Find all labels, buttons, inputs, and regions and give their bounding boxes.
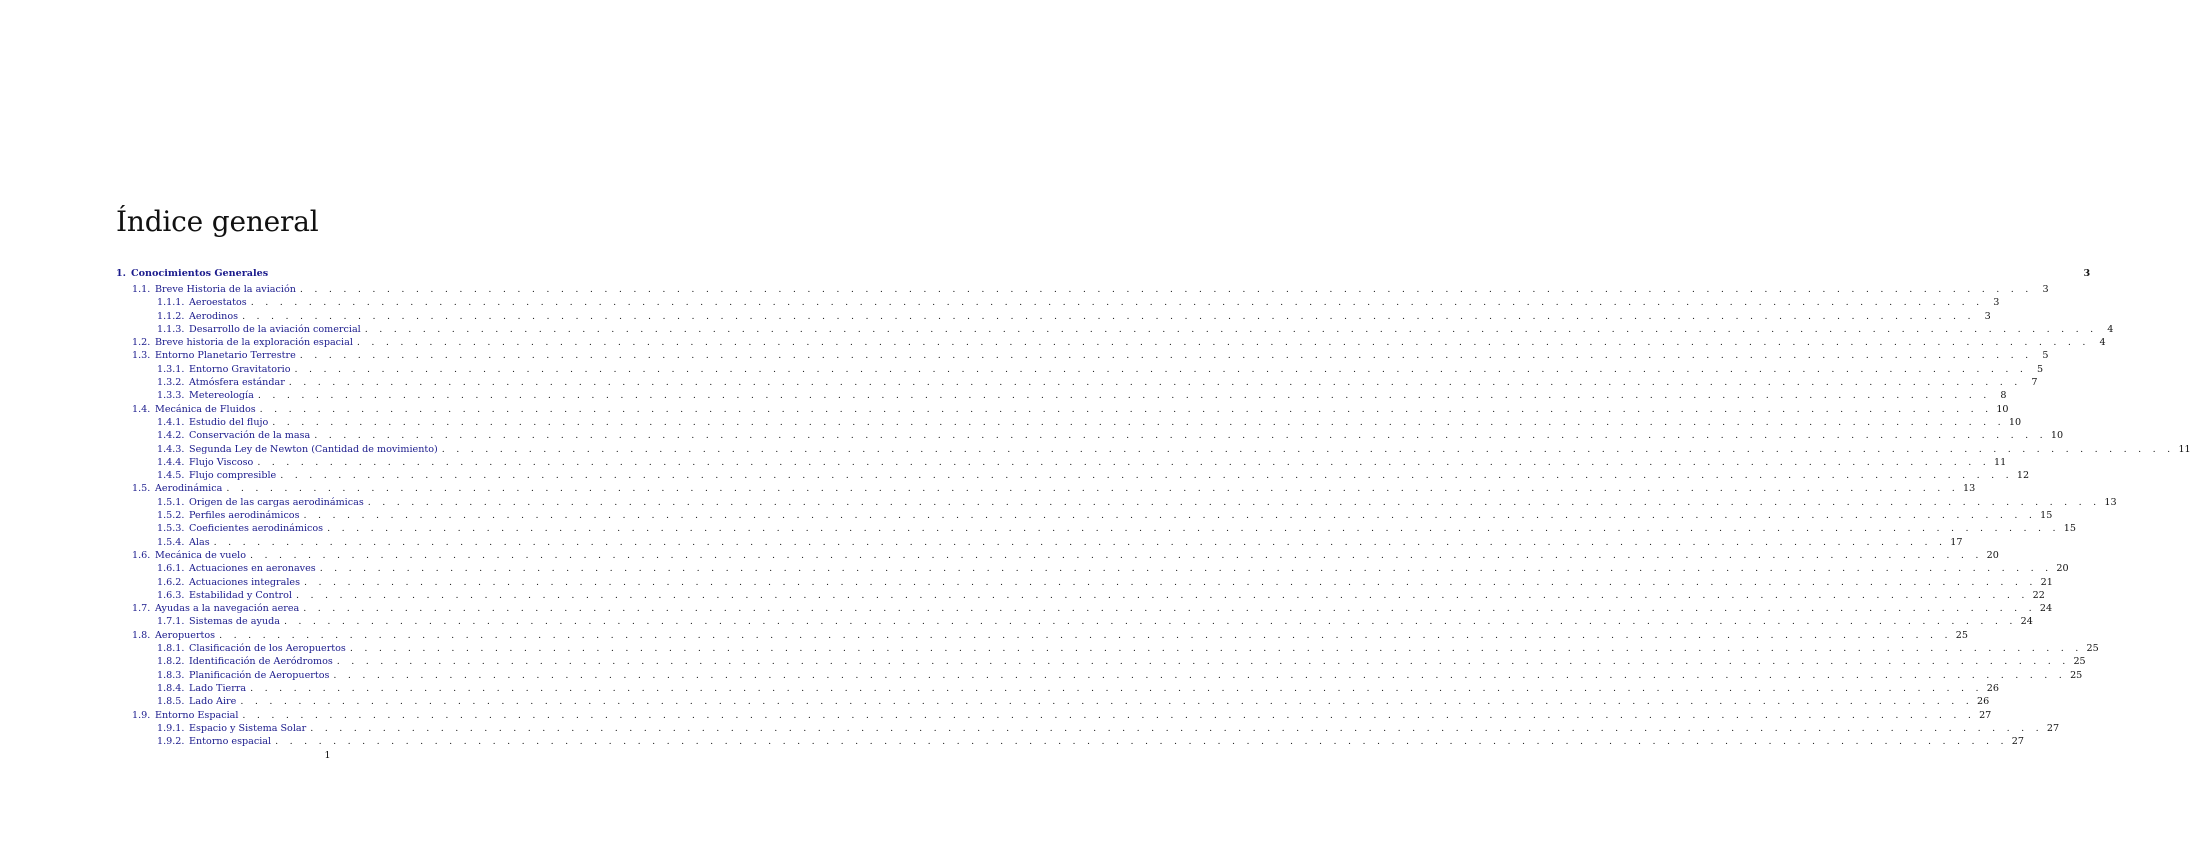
toc-dot-leader: . . . . . . . . . . . . . . . . . . . . . . . . . . . . . . . . . . . . . . . . . . . . . . . . . . . . . . . . . . . . . . . . . . . . . . . . . . . . . . . . . . . . . . . . . . . . . . . . . . . . . . . . . . . . . . . . . . . . . . . . — [283, 616, 2017, 628]
toc-subsection-entry[interactable] — [116, 682, 1999, 695]
toc-entry-title[interactable]: Ayudas a la navegación aerea — [155, 603, 300, 615]
toc-dot-leader: . . . . . . . . . . . . . . . . . . . . . . . . . . . . . . . . . . . . . . . . . . . . . . . . . . . . . . . . . . . . . . . . . . . . . . . . . . . . . . . . . . . . . . . . . . . . . . . . . . . . . . . . . . . . . . . . . . . . . . . . — [257, 390, 1991, 402]
toc-entry-page: 27 — [2011, 736, 2024, 748]
toc-subsection-entry[interactable] — [116, 509, 2053, 522]
toc-entry-number[interactable]: 1.1.2. — [157, 310, 185, 322]
toc-dot-leader: . . . . . . . . . . . . . . . . . . . . . . . . . . . . . . . . . . . . . . . . . . . . . . . . . . . . . . . . . . . . . . . . . . . . . . . . . . . . . . . . . . . . . . . . . . . . . . . . . . . . . . . . . . . . . . . . . . . . . . . . — [259, 403, 1993, 415]
toc-section-entry[interactable] — [116, 403, 2009, 416]
toc-entry-number[interactable]: 1.3. — [132, 350, 151, 362]
toc-entry-title[interactable]: Flujo Viscoso — [189, 456, 254, 468]
toc-subsection-entry[interactable] — [116, 655, 2086, 668]
toc-entry-page: 17 — [1950, 536, 1963, 548]
toc-entry-page: 4 — [2107, 323, 2114, 335]
toc-entry-number[interactable]: 1.5. — [132, 483, 151, 495]
toc-dot-leader: . . . . . . . . . . . . . . . . . . . . . . . . . . . . . . . . . . . . . . . . . . . . . . . . . . . . . . . . . . . . . . . . . . . . . . . . . . . . . . . . . . . . . . . . . . . . . . . . . . . . . . . . . . . . . . . . . . . . . . . . — [364, 323, 2098, 335]
toc-entry-number[interactable]: 1.5.4. — [157, 536, 185, 548]
toc-entry-number[interactable]: 1.6.1. — [157, 563, 185, 575]
toc-entry-page: 20 — [2056, 563, 2069, 575]
toc-entry-number[interactable]: 1.8.4. — [157, 682, 185, 694]
toc-entry-title[interactable]: Breve historia de la exploración espacial — [155, 337, 353, 349]
toc-entry-title[interactable]: Lado Tierra — [189, 682, 247, 694]
toc-subsection-entry[interactable] — [116, 456, 2007, 469]
toc-dot-leader: . . . . . . . . . . . . . . . . . . . . . . . . . . . . . . . . . . . . . . . . . . . . . . . . . . . . . . . . . . . . . . . . . . . . . . . . . . . . . . . . . . . . . . . . . . . . . . . . . . . . . . . . . . . . . . . . . . . . . . . . — [242, 709, 1976, 721]
toc-dot-leader: . . . . . . . . . . . . . . . . . . . . . . . . . . . . . . . . . . . . . . . . . . . . . . . . . . . . . . . . . . . . . . . . . . . . . . . . . . . . . . . . . . . . . . . . . . . . . . . . . . . . . . . . . . . . . . . . . . . . . . . . — [249, 549, 1983, 561]
toc-dot-leader: . . . . . . . . . . . . . . . . . . . . . . . . . . . . . . . . . . . . . . . . . . . . . . . . . . . . . . . . . . . . . . . . . . . . . . . . . . . . . . . . . . . . . . . . . . . . . . . . . . . . . . . . . . . . . . . . . . . . . . . . — [257, 456, 1990, 468]
toc-entry-title[interactable]: Desarrollo de la aviación comercial — [189, 323, 361, 335]
toc-dot-leader: . . . . . . . . . . . . . . . . . . . . . . . . . . . . . . . . . . . . . . . . . . . . . . . . . . . . . . . . . . . . . . . . . . . . . . . . . . . . . . . . . . . . . . . . . . . . . . . . . . . . . . . . . . . . . . . . . . . . . . . . — [295, 589, 2029, 601]
toc-dot-leader: . . . . . . . . . . . . . . . . . . . . . . . . . . . . . . . . . . . . . . . . . . . . . . . . . . . . . . . . . . . . . . . . . . . . . . . . . . . . . . . . . . . . . . . . . . . . . . . . . . . . . . . . . . . . . . . . . . . . . . . . — [240, 696, 1973, 708]
toc-entry-number[interactable]: 1.4. — [132, 403, 151, 415]
toc-entry-page: 26 — [1976, 696, 1990, 708]
toc-dot-leader: . . . . . . . . . . . . . . . . . . . . . . . . . . . . . . . . . . . . . . . . . . . . . . . . . . . . . . . . . . . . . . . . . . . . . . . . . . . . . . . . . . . . . . . . . . . . . . . . . . . . . . . . . . . . . . . . . . . . . . . . — [288, 377, 2022, 389]
toc-subsection-entry[interactable] — [116, 363, 2044, 376]
toc-dot-leader: . . . . . . . . . . . . . . . . . . . . . . . . . . . . . . . . . . . . . . . . . . . . . . . . . . . . . . . . . . . . . . . . . . . . . . . . . . . . . . . . . . . . . . . . . . . . . . . . . . . . . . . . . . . . . . . . . . . . . . . . — [304, 576, 2037, 588]
toc-dot-leader: . . . . . . . . . . . . . . . . . . . . . . . . . . . . . . . . . . . . . . . . . . . . . . . . . . . . . . . . . . . . . . . . . . . . . . . . . . . . . . . . . . . . . . . . . . . . . . . . . . . . . . . . . . . . . . . . . . . . . . . . — [250, 297, 1984, 309]
toc-entry-page: 11 — [2178, 443, 2191, 455]
toc-entry-title[interactable]: Mecánica de vuelo — [155, 549, 246, 561]
toc-subsection-entry[interactable] — [116, 576, 2053, 589]
toc-dot-leader: . . . . . . . . . . . . . . . . . . . . . . . . . . . . . . . . . . . . . . . . . . . . . . . . . . . . . . . . . . . . . . . . . . . . . . . . . . . . . . . . . . . . . . . . . . . . . . . . . . . . . . . . . . . . . . . . . . . . . . . . — [299, 284, 2033, 295]
toc-entry-title[interactable]: Flujo compresible — [189, 470, 277, 482]
toc-subsection-entry[interactable] — [116, 735, 2024, 748]
toc-entry-number[interactable]: 1.1.3. — [157, 323, 185, 335]
toc-chapter-entry[interactable] — [116, 267, 2091, 282]
toc-entry-page: 15 — [2063, 523, 2076, 535]
toc-entry-number[interactable]: 1.4.3. — [157, 443, 185, 455]
toc-entry-number[interactable]: 1.8. — [132, 629, 151, 641]
toc-entry-page: 7 — [2031, 377, 2038, 389]
toc-entry-number[interactable]: 1.7. — [132, 603, 151, 615]
toc-dot-leader: . . . . . . . . . . . . . . . . . . . . . . . . . . . . . . . . . . . . . . . . . . . . . . . . . . . . . . . . . . . . . . . . . . . . . . . . . . . . . . . . . . . . . . . . . . . . . . . . . . . . . . . . . . . . . . . . . . . . . . . . — [336, 656, 2070, 668]
toc-entry-title[interactable]: Origen de las cargas aerodinámicas — [189, 496, 364, 508]
toc-entry-page: 3 — [2083, 268, 2091, 279]
toc-entry-page: 20 — [1986, 549, 1999, 561]
toc-subsection-entry[interactable] — [116, 296, 2000, 309]
toc-dot-leader: . . . . . . . . . . . . . . . . . . . . . . . . . . . . . . . . . . . . . . . . . . . . . . . . . . . . . . . . . . . . . . . . . . . . . . . . . . . . . . . . . . . . . . . . . . . . . . . . . . . . . . . . . . . . . . . . . . . . . . . . — [275, 736, 2008, 748]
toc-entry-page: 10 — [2008, 416, 2022, 428]
toc-entry-page: 25 — [2070, 669, 2083, 681]
toc-entry-page: 3 — [2042, 284, 2049, 295]
toc-entry-number[interactable]: 1.6.2. — [157, 576, 185, 588]
toc-entry-page: 10 — [1996, 403, 2009, 415]
toc-subsection-entry[interactable] — [116, 310, 1991, 323]
toc-subsection-entry[interactable] — [116, 562, 2069, 575]
toc-entry-title[interactable]: Coeficientes aerodinámicos — [189, 523, 324, 535]
toc-entry-title[interactable]: Perfiles aerodinámicos — [189, 510, 300, 522]
toc-section-entry[interactable] — [116, 602, 2053, 615]
toc-entry-number[interactable]: 1.4.1. — [157, 416, 185, 428]
toc-entry-page: 24 — [2020, 616, 2033, 628]
toc-subsection-entry[interactable] — [116, 536, 1963, 549]
toc-entry-title[interactable]: Entorno Planetario Terrestre — [155, 350, 296, 362]
toc-entry-number[interactable]: 1.4.4. — [157, 456, 185, 468]
toc-entry-title[interactable]: Identificación de Aeródromos — [189, 656, 333, 668]
toc-entry-title[interactable]: Conservación de la masa — [189, 430, 311, 442]
toc-section-entry[interactable] — [116, 709, 1992, 722]
toc-section-entry[interactable] — [116, 549, 1999, 562]
toc-entry-page: 15 — [2040, 510, 2053, 522]
toc-entry-page: 10 — [2050, 430, 2064, 442]
toc-subsection-entry[interactable] — [116, 389, 2007, 402]
toc-dot-leader: . . . . . . . . . . . . . . . . . . . . . . . . . . . . . . . . . . . . . . . . . . . . . . . . . . . . . . . . . . . . . . . . . . . . . . . . . . . . . . . . . . . . . . . . . . . . . . . . . . . . . . . . . . . . . . . . . . . . . . . . — [226, 483, 1959, 495]
toc-dot-leader: . . . . . . . . . . . . . . . . . . . . . . . . . . . . . . . . . . . . . . . . . . . . . . . . . . . . . . . . . . . . . . . . . . . . . . . . . . . . . . . . . . . . . . . . . . . . . . . . . . . . . . . . . . . . . . . . . . . . . . . . — [299, 350, 2033, 362]
toc-entry-number[interactable]: 1.5.3. — [157, 523, 185, 535]
toc-subsection-entry[interactable] — [116, 323, 2114, 336]
toc-entry-title[interactable]: Entorno espacial — [189, 736, 272, 748]
toc-dot-leader: . . . . . . . . . . . . . . . . . . . . . . . . . . . . . . . . . . . . . . . . . . . . . . . . . . . . . . . . . . . . . . . . . . . . . . . . . . . . . . . . . . . . . . . . . . . . . . . . . . . . . . . . . . . . . . . . . . . . . . . . — [356, 337, 2090, 349]
toc-entry-number[interactable]: 1.3.1. — [157, 363, 185, 375]
toc-entry-number[interactable]: 1.4.2. — [157, 430, 185, 442]
toc-entry-page: 5 — [2037, 363, 2044, 375]
toc-subsection-entry[interactable] — [116, 722, 2060, 735]
toc-entry-title[interactable]: Estudio del flujo — [189, 416, 269, 428]
toc-entry-page: 24 — [2039, 603, 2053, 615]
toc-subsection-entry[interactable] — [116, 496, 2117, 509]
toc-entry-number[interactable]: 1.8.1. — [157, 643, 185, 655]
toc-section-entry[interactable] — [116, 629, 1968, 642]
toc-subsection-entry[interactable] — [116, 443, 2191, 456]
toc-dot-leader: . . . . . . . . . . . . . . . . . . . . . . . . . . . . . . . . . . . . . . . . . . . . . . . . . . . . . . . . . . . . . . . . . . . . . . . . . . . . . . . . . . . . . . . . . . . . . . . . . . . . . . . . . . . . . . . . . . . . . . . . — [250, 682, 1983, 694]
toc-section-entry[interactable] — [116, 283, 2049, 296]
toc-entry-title[interactable]: Conocimientos Generales — [131, 268, 269, 279]
toc-entry-title[interactable]: Atmósfera estándar — [189, 377, 285, 389]
toc-entry-page: 4 — [2099, 337, 2106, 349]
toc-entry-number[interactable]: 1.9. — [132, 709, 151, 721]
toc-dot-leader: . . . . . . . . . . . . . . . . . . . . . . . . . . . . . . . . . . . . . . . . . . . . . . . . . . . . . . . . . . . . . . . . . . . . . . . . . . . . . . . . . . . . . . . . . . . . . . . . . . . . . . . . . . . . . . . . . . . . . . . . — [333, 669, 2067, 681]
page-title: Índice general — [116, 204, 319, 238]
toc-section-entry[interactable] — [116, 336, 2106, 349]
toc-dot-leader: . . . . . . . . . . . . . . . . . . . . . . . . . . . . . . . . . . . . . . . . . . . . . . . . . . . . . . . . . . . . . . . . . . . . . . . . . . . . . . . . . . . . . . . . . . . . . . . . . . . . . . . . . . . . . . . . . . . . . . . . — [303, 510, 2037, 522]
toc-entry-number[interactable]: 1.1. — [132, 284, 151, 295]
toc-section-entry[interactable] — [116, 482, 1976, 495]
toc-dot-leader: . . . . . . . . . . . . . . . . . . . . . . . . . . . . . . . . . . . . . . . . . . . . . . . . . . . . . . . . . . . . . . . . . . . . . . . . . . . . . . . . . . . . . . . . . . . . . . . . . . . . . . . . . . . . . . . . . . . . . . . . — [314, 430, 2047, 442]
toc-entry-page: 25 — [2073, 656, 2086, 668]
toc-dot-leader: . . . . . . . . . . . . . . . . . . . . . . . . . . . . . . . . . . . . . . . . . . . . . . . . . . . . . . . . . . . . . . . . . . . . . . . . . . . . . . . . . . . . . . . . . . . . . . . . . . . . . . . . . . . . . . . . . . . . . . . . — [219, 629, 1952, 641]
toc-entry-title[interactable]: Aerodinámica — [155, 483, 223, 495]
toc-entry-page: 27 — [1979, 709, 1992, 721]
toc-subsection-entry[interactable] — [116, 522, 2076, 535]
toc-entry-title[interactable]: Planificación de Aeropuertos — [189, 669, 330, 681]
toc-dot-leader: . . . . . . . . . . . . . . . . . . . . . . . . . . . . . . . . . . . . . . . . . . . . . . . . . . . . . . . . . . . . . . . . . . . . . . . . . . . . . . . . . . . . . . . . . . . . . . . . . . . . . . . . . . . . . . . . . . . . . . . . — [367, 496, 2101, 508]
toc-entry-number[interactable]: 1.3.3. — [157, 390, 185, 402]
toc-entry-page: 11 — [1993, 456, 2007, 468]
toc-entry-page: 21 — [2040, 576, 2053, 588]
toc-dot-leader: . . . . . . . . . . . . . . . . . . . . . . . . . . . . . . . . . . . . . . . . . . . . . . . . . . . . . . . . . . . . . . . . . . . . . . . . . . . . . . . . . . . . . . . . . . . . . . . . . . . . . . . . . . . . . . . . . . . . . . . . — [319, 563, 2053, 575]
toc-entry-page: 3 — [1993, 297, 2000, 309]
toc-entry-title[interactable]: Aeroestatos — [189, 297, 247, 309]
toc-entry-title[interactable]: Mecánica de Fluidos — [155, 403, 256, 415]
toc-entry-title[interactable]: Metereología — [189, 390, 254, 402]
toc-subsection-entry[interactable] — [116, 642, 2099, 655]
toc-entry-title[interactable]: Espacio y Sistema Solar — [189, 722, 307, 734]
toc-entry-number[interactable]: 1.4.5. — [157, 470, 185, 482]
toc-entry-title[interactable]: Entorno Espacial — [155, 709, 239, 721]
toc-subsection-entry[interactable] — [116, 469, 2030, 482]
toc-entry-title[interactable]: Alas — [189, 536, 210, 548]
toc-subsection-entry[interactable] — [116, 615, 2033, 628]
toc-dot-leader: . . . . . . . . . . . . . . . . . . . . . . . . . . . . . . . . . . . . . . . . . . . . . . . . . . . . . . . . . . . . . . . . . . . . . . . . . . . . . . . . . . . . . . . . . . . . . . . . . . . . . . . . . . . . . . . . . . . . . . . . — [213, 536, 1947, 548]
toc-entry-number[interactable]: 1.6.3. — [157, 589, 185, 601]
toc-entry-number[interactable]: 1.5.2. — [157, 510, 185, 522]
toc-dot-leader: . . . . . . . . . . . . . . . . . . . . . . . . . . . . . . . . . . . . . . . . . . . . . . . . . . . . . . . . . . . . . . . . . . . . . . . . . . . . . . . . . . . . . . . . . . . . . . . . . . . . . . . . . . . . . . . . . . . . . . . . — [242, 310, 1975, 322]
toc-dot-leader: . . . . . . . . . . . . . . . . . . . . . . . . . . . . . . . . . . . . . . . . . . . . . . . . . . . . . . . . . . . . . . . . . . . . . . . . . . . . . . . . . . . . . . . . . . . . . . . . . . . . . . . . . . . . . . . . . . . . . . . . — [310, 722, 2043, 734]
toc-dot-leader: . . . . . . . . . . . . . . . . . . . . . . . . . . . . . . . . . . . . . . . . . . . . . . . . . . . . . . . . . . . . . . . . . . . . . . . . . . . . . . . . . . . . . . . . . . . . . . . . . . . . . . . . . . . . . . . . . . . . . . . . — [272, 416, 2005, 428]
toc-entry-page: 12 — [2016, 470, 2030, 482]
toc-entry-page: 27 — [2046, 722, 2060, 734]
toc-entry-page: 26 — [1986, 682, 1999, 694]
toc-entry-number[interactable]: 1.1.1. — [157, 297, 185, 309]
toc-entry-number[interactable]: 1.5.1. — [157, 496, 185, 508]
toc-entry-number[interactable]: 1.8.3. — [157, 669, 185, 681]
toc-entry-number[interactable]: 1.9.1. — [157, 722, 185, 734]
toc-subsection-entry[interactable] — [116, 669, 2083, 682]
toc-entry-number[interactable]: 1.8.2. — [157, 656, 185, 668]
toc-dot-leader: . . . . . . . . . . . . . . . . . . . . . . . . . . . . . . . . . . . . . . . . . . . . . . . . . . . . . . . . . . . . . . . . . . . . . . . . . . . . . . . . . . . . . . . . . . . . . . . . . . . . . . . . . . . . . . . . . . . . . . . . — [303, 603, 2036, 615]
toc-entry-page: 5 — [2042, 350, 2049, 362]
toc-dot-leader: . . . . . . . . . . . . . . . . . . . . . . . . . . . . . . . . . . . . . . . . . . . . . . . . . . . . . . . . . . . . . . . . . . . . . . . . . . . . . . . . . . . . . . . . . . . . . . . . . . . . . . . . . . . . . . . . . . . . . . . . — [327, 523, 2060, 535]
toc-entry-title[interactable]: Breve Historia de la aviación — [155, 284, 296, 295]
toc-dot-leader: . . . . . . . . . . . . . . . . . . . . . . . . . . . . . . . . . . . . . . . . . . . . . . . . . . . . . . . . . . . . . . . . . . . . . . . . . . . . . . . . . . . . . . . . . . . . . . . . . . . . . . . . . . . . . . . . . . . . . . . . — [441, 443, 2175, 455]
page-number: 1 — [324, 750, 331, 761]
toc-entry-page: 25 — [1955, 629, 1968, 641]
toc-entry-page: 25 — [2086, 643, 2099, 655]
toc-entry-title[interactable]: Clasificación de los Aeropuertos — [189, 643, 346, 655]
toc-entry-title[interactable]: Lado Aire — [189, 696, 237, 708]
toc-dot-leader: . . . . . . . . . . . . . . . . . . . . . . . . . . . . . . . . . . . . . . . . . . . . . . . . . . . . . . . . . . . . . . . . . . . . . . . . . . . . . . . . . . . . . . . . . . . . . . . . . . . . . . . . . . . . . . . . . . . . . . . . — [294, 363, 2028, 375]
toc-entry-title[interactable]: Entorno Gravitatorio — [189, 363, 291, 375]
toc-dot-leader: . . . . . . . . . . . . . . . . . . . . . . . . . . . . . . . . . . . . . . . . . . . . . . . . . . . . . . . . . . . . . . . . . . . . . . . . . . . . . . . . . . . . . . . . . . . . . . . . . . . . . . . . . . . . . . . . . . . . . . . . — [349, 643, 2083, 655]
toc-entry-page: 13 — [2104, 496, 2117, 508]
table-of-contents — [116, 267, 2191, 748]
toc-entry-page: 3 — [1984, 310, 1991, 322]
toc-entry-number[interactable]: 1.8.5. — [157, 696, 185, 708]
toc-entry-title[interactable]: Actuaciones integrales — [189, 576, 300, 588]
toc-section-entry[interactable] — [116, 349, 2049, 362]
toc-dot-leader: . . . . . . . . . . . . . . . . . . . . . . . . . . . . . . . . . . . . . . . . . . . . . . . . . . . . . . . . . . . . . . . . . . . . . . . . . . . . . . . . . . . . . . . . . . . . . . . . . . . . . . . . . . . . . . . . . . . . . . . . — [280, 470, 2013, 482]
toc-entry-number[interactable]: 1.7.1. — [157, 616, 185, 628]
toc-entry-number[interactable]: 1.2. — [132, 337, 151, 349]
toc-subsection-entry[interactable] — [116, 589, 2045, 602]
toc-subsection-entry[interactable] — [116, 416, 2022, 429]
toc-subsection-entry[interactable] — [116, 429, 2064, 442]
toc-entry-title[interactable]: Actuaciones en aeronaves — [189, 563, 316, 575]
toc-subsection-entry[interactable] — [116, 695, 1990, 708]
toc-entry-number[interactable]: 1.9.2. — [157, 736, 185, 748]
toc-entry-title[interactable]: Sistemas de ayuda — [189, 616, 280, 628]
toc-entry-title[interactable]: Aerodinos — [189, 310, 239, 322]
toc-entry-page: 22 — [2032, 589, 2045, 601]
toc-entry-title[interactable]: Aeropuertos — [155, 629, 216, 641]
toc-entry-title[interactable]: Segunda Ley de Newton (Cantidad de movimiento) — [189, 443, 438, 455]
toc-entry-number[interactable]: 1.6. — [132, 549, 151, 561]
toc-entry-number[interactable]: 1. — [116, 268, 127, 279]
toc-entry-page: 8 — [2000, 390, 2007, 402]
toc-entry-title[interactable]: Estabilidad y Control — [189, 589, 292, 601]
toc-entry-number[interactable]: 1.3.2. — [157, 377, 185, 389]
toc-entry-page: 13 — [1963, 483, 1976, 495]
toc-subsection-entry[interactable] — [116, 376, 2038, 389]
